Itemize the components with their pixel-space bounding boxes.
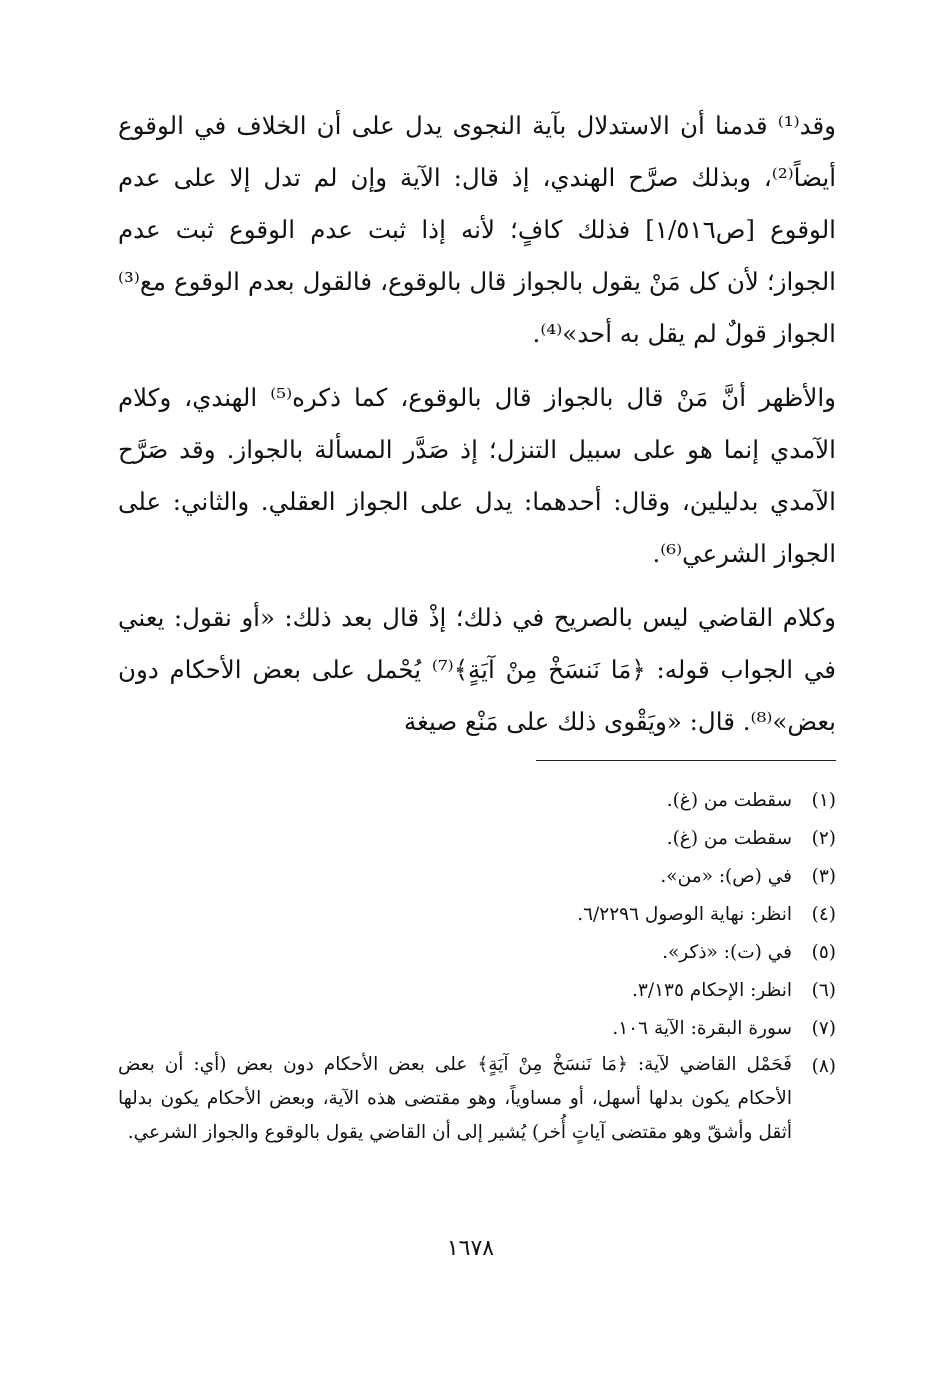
footnote-3 xyxy=(118,858,836,896)
footnote-text: سورة البقرة: الآية ١٠٦. xyxy=(612,1018,792,1039)
footnote-7 xyxy=(118,1010,836,1048)
footnote-2 xyxy=(118,820,836,858)
footnote-number: (٧) xyxy=(811,1018,836,1039)
footnote-1 xyxy=(118,782,836,820)
footnote-text: في (ص): «من». xyxy=(660,866,792,887)
paragraph-1: وقد⁽¹⁾ قدمنا أن الاستدلال بآية النجوى يدل على أن الخلاف في الوقوع أيضاً⁽²⁾، وبذلك صرَّح الهندي، إذ قال: الآية وإن لم تدل إلا على عدم الوقوع [ص١/٥١٦] فذلك كافٍ؛ لأنه إذا ثبت عدم الوقوع ثبت عدم الجواز؛ لأن كل مَنْ يقول بالجواز قال بالوقوع، فالقول بعدم الوقوع مع⁽³⁾ الجواز قولٌ لم يقل به أحد»⁽⁴⁾. xyxy=(118,111,836,348)
page-content xyxy=(118,100,836,1143)
footnote-text: سقطت من (غ). xyxy=(666,828,792,849)
footnote-divider xyxy=(536,760,836,761)
paragraph-2: والأظهر أنَّ مَنْ قال بالجواز قال بالوقوع، كما ذكره⁽⁵⁾ الهندي، وكلام الآمدي إنما هو على سبيل التنزل؛ إذ صَدَّر المسألة بالجواز. وقد صَرَّح الآمدي بدليلين، وقال: أحدهما: يدل على الجواز العقلي. والثاني: على الجواز الشرعي⁽⁶⁾. xyxy=(118,383,836,568)
footnote-6 xyxy=(118,972,836,1010)
footnote-number: (٤) xyxy=(811,904,836,925)
footnote-number: (٦) xyxy=(811,980,836,1001)
footnote-number: (٣) xyxy=(811,866,836,887)
footnote-text: سقطت من (غ). xyxy=(666,790,792,811)
footnote-number: (٢) xyxy=(811,828,836,849)
footnote-number: (٨) xyxy=(811,1056,836,1077)
page-number: ١٦٧٨ xyxy=(446,1236,495,1261)
footnote-text: انظر: الإحكام ٣/١٣٥. xyxy=(632,980,792,1001)
footnote-4 xyxy=(118,896,836,934)
footnote-number: (١) xyxy=(811,790,836,811)
footnotes xyxy=(118,782,836,1150)
footnote-text: فَحَمْل القاضي لآية: ﴿مَا نَنسَخْ مِنْ آيَةٍ﴾ على بعض الأحكام دون بعض (أي: أن بعض الأحكام يكون بدلها أسهل، أو مساوياً، وهو مقتضى هذه الآية، وبعض الأحكام يكون بدلها أثقل وأشقّ وهو مقتضى آياتٍ أُخر) يُشير إلى أن القاضي يقول بالوقوع والجواز الشرعي. xyxy=(118,1054,792,1143)
footnote-text: انظر: نهاية الوصول ٦/٢٢٩٦. xyxy=(577,904,792,925)
footnote-text: في (ت): «ذكر». xyxy=(662,942,792,963)
paragraph-3: وكلام القاضي ليس بالصريح في ذلك؛ إذْ قال بعد ذلك: «أو نقول: يعني في الجواب قوله: ﴿مَا نَنسَخْ مِنْ آيَةٍ﴾⁽⁷⁾ يُحْمل على بعض الأحكام دون بعض»⁽⁸⁾. قال: «ويَقْوى ذلك على مَنْع صيغة xyxy=(118,603,836,736)
footnote-5 xyxy=(118,934,836,972)
footnote-number: (٥) xyxy=(811,942,836,963)
main-text xyxy=(118,100,836,748)
footnote-8 xyxy=(118,1048,836,1150)
